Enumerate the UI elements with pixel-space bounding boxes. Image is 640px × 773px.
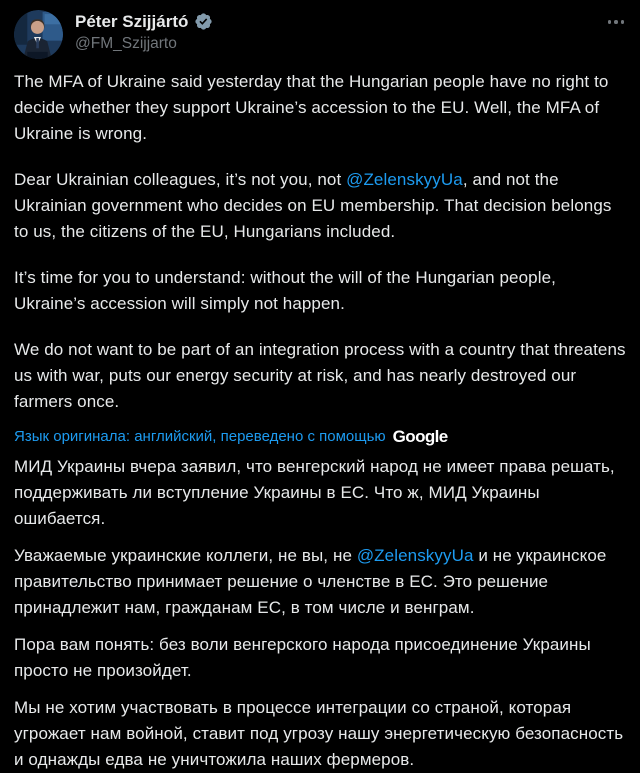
- mention-link[interactable]: @ZelenskyyUa: [346, 170, 463, 189]
- more-options-button[interactable]: [596, 10, 627, 28]
- mention-link[interactable]: @ZelenskyyUa: [356, 546, 474, 565]
- tweet-paragraph: Мы не хотим участвовать в процессе интеграции со страной, которая угрожает нам войной, ставит под угрозу нашу энергетическую безопасность и однажды едва не уничтожила наших фермеров.: [14, 698, 624, 769]
- tweet-text-translated: [14, 454, 626, 773]
- tweet-paragraph: The MFA of Ukraine said yesterday that the Hungarian people have no right to decide whether they support Ukraine’s accession to the EU. Well, the MFA of Ukraine is wrong.: [14, 72, 609, 143]
- user-handle[interactable]: @FM_Szijjarto: [75, 35, 177, 52]
- tweet-header: [14, 10, 626, 59]
- translation-label[interactable]: Язык оригинала: английский, переведено с помощью: [14, 428, 386, 445]
- verified-badge-icon: [194, 12, 213, 31]
- display-name[interactable]: Péter Szijjártó: [75, 12, 189, 31]
- tweet-paragraph: We do not want to be part of an integration process with a country that threatens us with war, puts our energy security at risk, and has nearly destroyed our farmers once.: [14, 340, 626, 411]
- tweet-paragraph: МИД Украины вчера заявил, что венгерский народ не имеет права решать, поддерживать ли вступление Украины в ЕС. Что ж, МИД Украины ошибается.: [14, 457, 615, 528]
- tweet-paragraph: It’s time for you to understand: without the will of the Hungarian people, Ukraine’s accession will simply not happen.: [14, 268, 556, 313]
- user-identity: [75, 10, 596, 54]
- ellipsis-icon: [614, 20, 618, 24]
- tweet-text-original: [14, 69, 626, 415]
- avatar[interactable]: [14, 10, 63, 59]
- translation-notice: [14, 427, 626, 446]
- google-logo: Google: [392, 427, 448, 446]
- tweet-paragraph: Пора вам понять: без воли венгерского народа присоединение Украины просто не произойдет.: [14, 635, 591, 680]
- ellipsis-icon: [621, 20, 625, 24]
- tweet-paragraph: Уважаемые украинские коллеги, не вы, не @ZelenskyyUa и не украинское правительство принимает решение о членстве в ЕС. Это решение принадлежит нам, гражданам ЕС, в том числе и венграм.: [14, 546, 607, 617]
- ellipsis-icon: [608, 20, 612, 24]
- avatar-photo-placeholder: [14, 10, 63, 59]
- tweet-paragraph: Dear Ukrainian colleagues, it’s not you, not @ZelenskyyUa, and not the Ukrainian government who decides on EU membership. That decision belongs to us, the citizens of the EU, Hungarians included.: [14, 170, 612, 241]
